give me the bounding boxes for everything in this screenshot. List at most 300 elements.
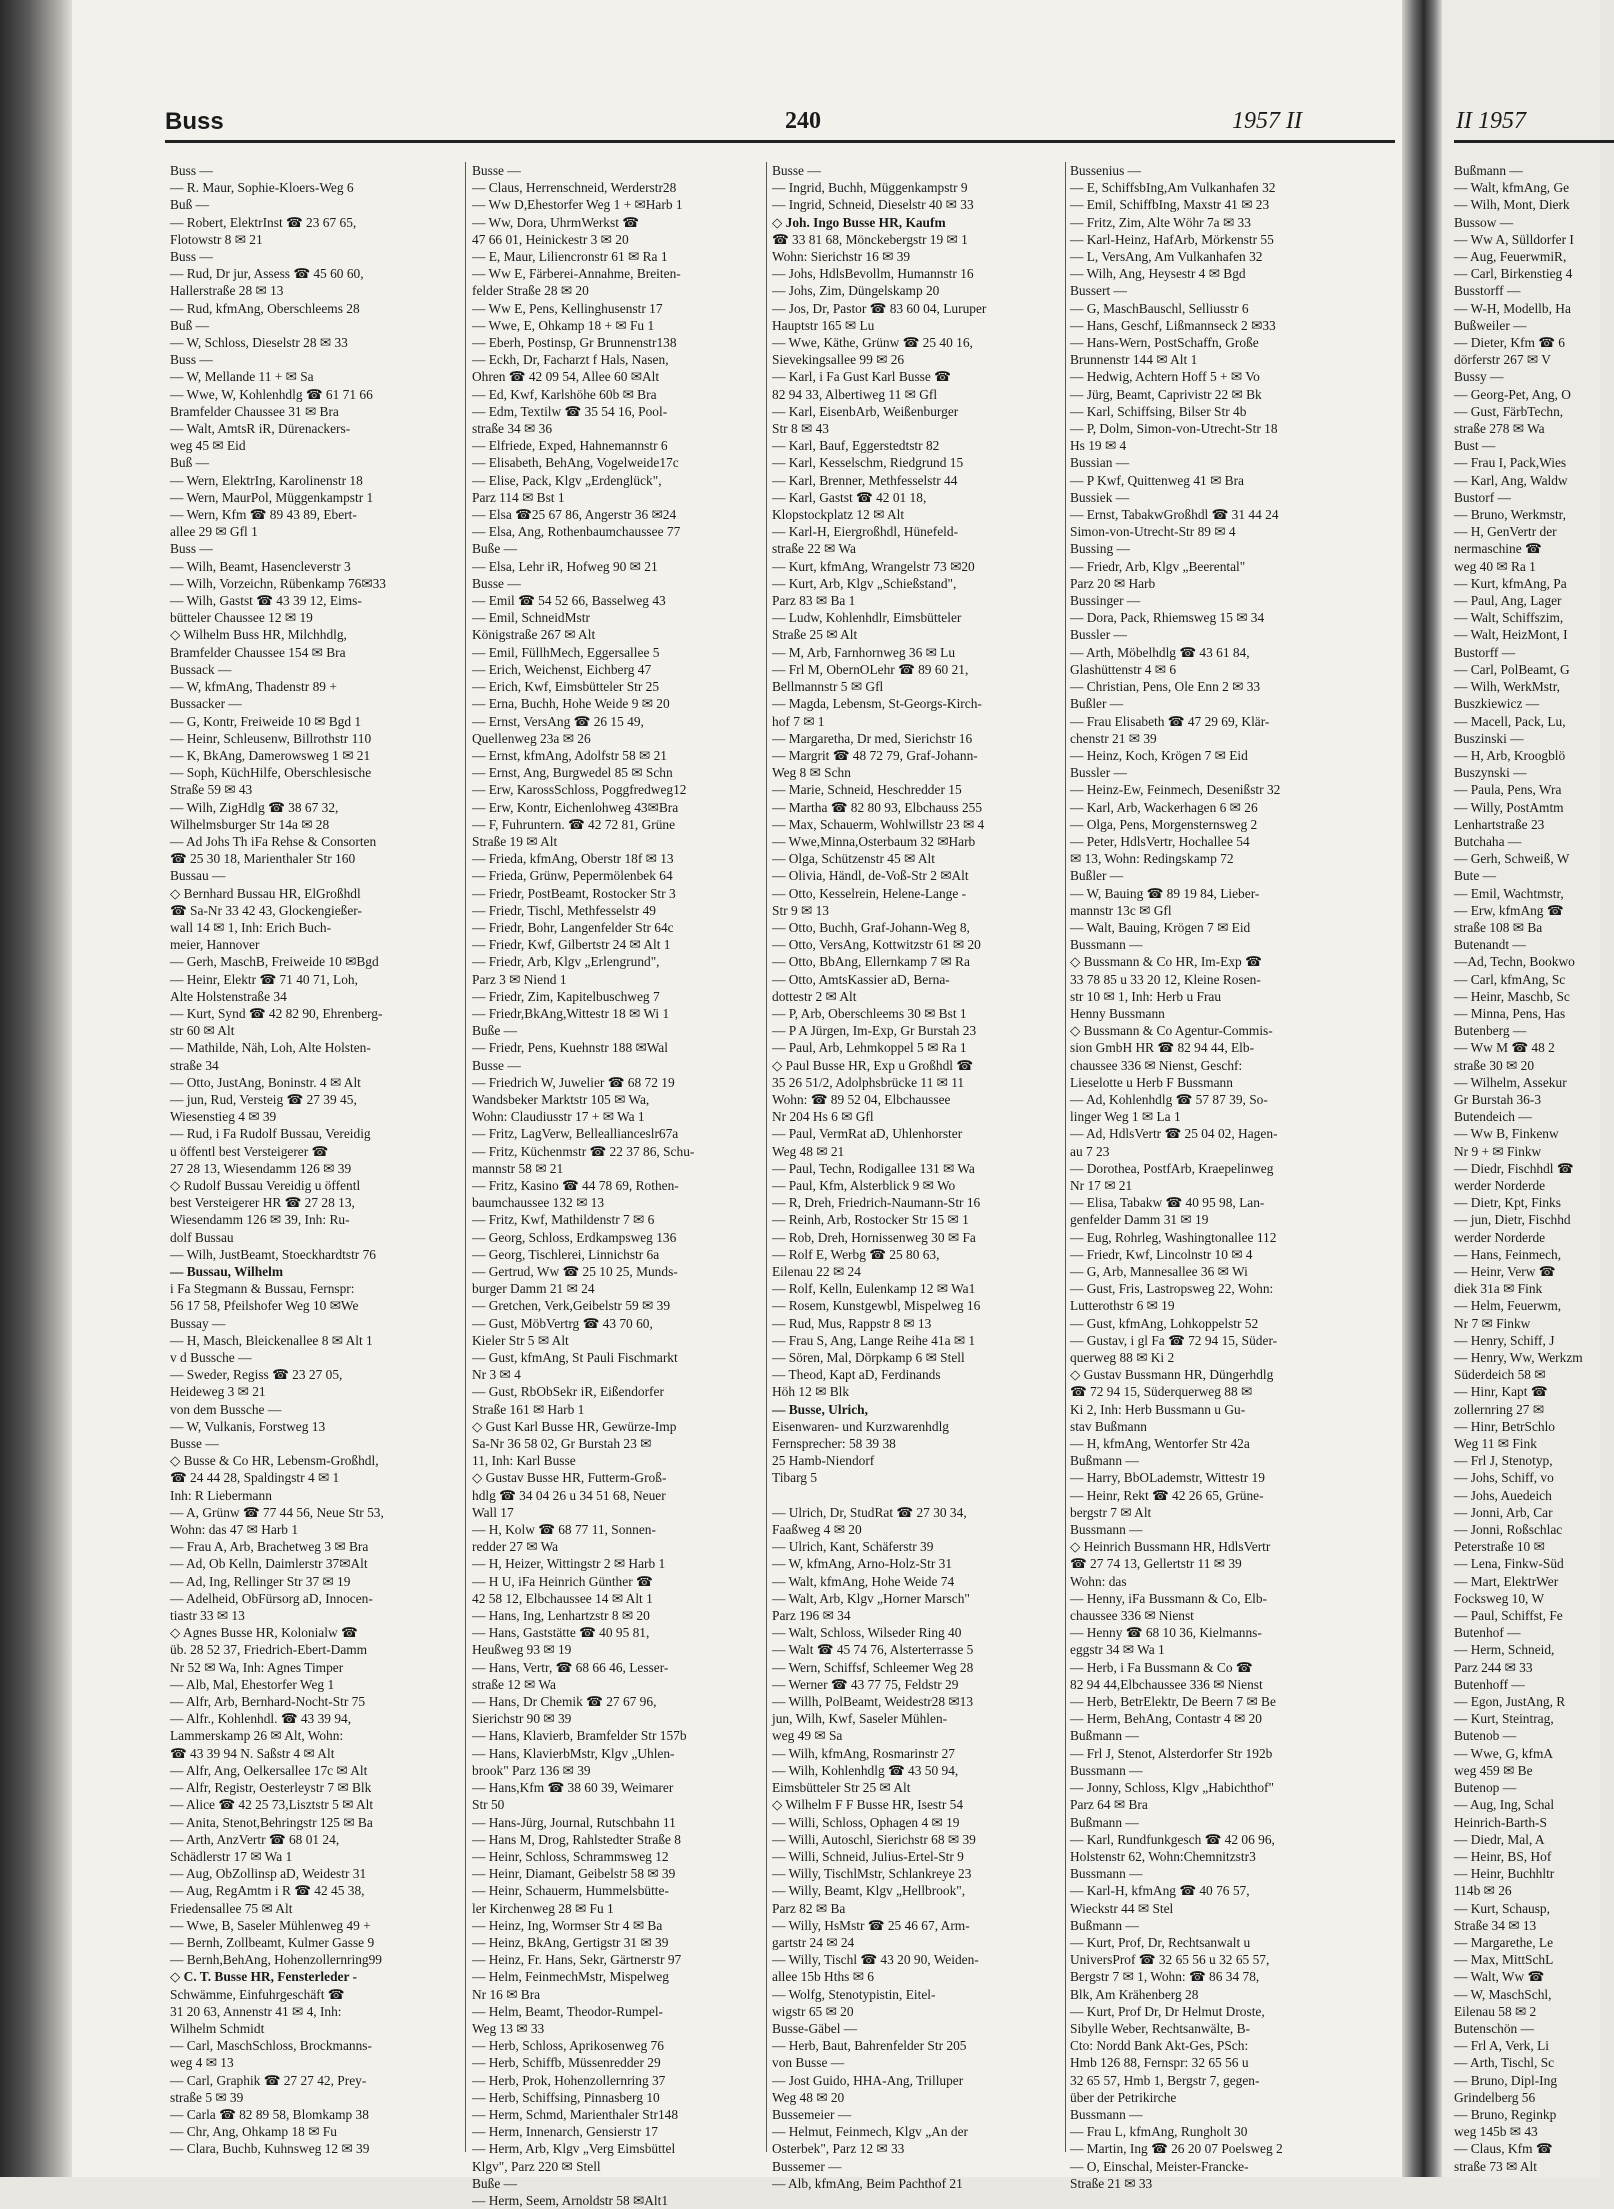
next-page-entry-line: — Minna, Pens, Has: [1454, 1005, 1566, 1021]
directory-entry-line: mannstr 58 ✉ 21: [472, 1160, 564, 1176]
directory-entry-line: Bussemer —: [772, 2158, 842, 2174]
directory-column-3: [772, 162, 1062, 2191]
directory-entry-line: — Willy, TischlMstr, Schlankreye 23: [772, 1866, 972, 1882]
directory-entry-line: Bussack —: [170, 661, 232, 677]
directory-entry-line: — Wilh, JustBeamt, Stoeckhardtstr 76: [170, 1246, 377, 1262]
next-page-entry-line: — Jonni, Roßschlac: [1454, 1522, 1563, 1538]
directory-entry-line: — Alb, kfmAng, Beim Pachthof 21: [772, 2175, 963, 2191]
directory-entry-line: — Karl, Rundfunkgesch ☎ 42 06 96,: [1070, 1831, 1275, 1847]
directory-entry-line: bütteler Chaussee 12 ✉ 19: [170, 610, 313, 626]
directory-entry-line: hof 7 ✉ 1: [772, 713, 825, 729]
directory-entry-line: — Eberh, Postinsp, Gr Brunnenstr138: [472, 335, 677, 351]
next-page-entry-line: Parz 244 ✉ 33: [1454, 1659, 1533, 1675]
directory-entry-line: — Walt, kfmAng, Hohe Weide 74: [772, 1573, 955, 1589]
directory-entry-line: — Walt, Schloss, Wilseder Ring 40: [772, 1625, 962, 1641]
directory-entry-line: — Erw, KarossSchloss, Poggfredweg12: [472, 782, 687, 798]
next-page-entry-line: Butenschön —: [1454, 2020, 1534, 2036]
directory-entry-line: 32 65 57, Hmb 1, Bergstr 7, gegen-: [1070, 2072, 1260, 2088]
next-page-entry-line: Butenhof —: [1454, 1625, 1521, 1641]
next-page-entry-line: — Paul, Ang, Lager: [1454, 593, 1562, 609]
directory-entry-line: — Heinz-Ew, Feinmech, Desenißstr 32: [1070, 782, 1281, 798]
directory-entry-line: Nr 17 ✉ 21: [1070, 1177, 1133, 1193]
directory-entry-line: — Ulrich, Dr, StudRat ☎ 27 30 34,: [772, 1504, 967, 1520]
directory-entry-line: 11, Inh: Karl Busse: [472, 1453, 576, 1469]
directory-entry-line: — Ernst, Ang, Burgwedel 85 ✉ Schn: [472, 765, 673, 781]
directory-entry-line: ☎ 43 39 94 N. Saßstr 4 ✉ Alt: [170, 1745, 335, 1761]
next-page-entry-line: weg 40 ✉ Ra 1: [1454, 558, 1536, 574]
book-gutter: [1402, 0, 1442, 2177]
directory-entry-line: ◇ C. T. Busse HR, Fensterleder -: [170, 1969, 357, 1985]
directory-entry-line: ◇ Bussmann & Co Agentur-Commis-: [1070, 1023, 1273, 1039]
directory-entry-line: Bussian —: [1070, 455, 1130, 471]
directory-entry-line: str 10 ✉ 1, Inh: Herb u Frau: [1070, 988, 1222, 1004]
directory-entry-line: straße 5 ✉ 39: [170, 2089, 244, 2105]
directory-entry-line: — Friedr, Kwf, Gilbertstr 24 ✉ Alt 1: [472, 937, 671, 953]
directory-entry-line: Parz 114 ✉ Bst 1: [472, 489, 565, 505]
directory-entry-line: Buß —: [170, 197, 210, 213]
directory-entry-line: ◇ Bussmann & Co HR, Im-Exp ☎: [1070, 954, 1262, 970]
directory-entry-line: — Alb, Mal, Ehestorfer Weg 1: [170, 1676, 335, 1692]
directory-entry-line: — Frau S, Ang, Lange Reihe 41a ✉ 1: [772, 1332, 976, 1348]
directory-entry-line: — Rud, Mus, Rappstr 8 ✉ 13: [772, 1315, 932, 1331]
directory-entry-line: — Ad Johs Th iFa Rehse & Consorten: [170, 833, 377, 849]
directory-entry-line: — Herb, Prok, Hohenzollernring 37: [472, 2072, 666, 2088]
directory-entry-line: — Friedr, PostBeamt, Rostocker Str 3: [472, 885, 676, 901]
directory-entry-line: — Herb, Schiffb, Müssenredder 29: [472, 2055, 661, 2071]
directory-entry-line: — Karl-Heinz, HafArb, Mörkenstr 55: [1070, 231, 1274, 247]
directory-entry-line: Busse —: [472, 163, 521, 178]
directory-entry-line: — Jos, Dr, Pastor ☎ 83 60 04, Luruper: [772, 300, 987, 316]
next-page-entry-line: — Ww B, Finkenw: [1454, 1126, 1559, 1142]
directory-entry-line: — Margrit ☎ 48 72 79, Graf-Johann-: [772, 747, 978, 763]
directory-entry-line: Sievekingsallee 99 ✉ 26: [772, 352, 905, 368]
next-page-entry-line: Peterstraße 10 ✉: [1454, 1539, 1545, 1555]
next-page-entry-line: — Macell, Pack, Lu,: [1454, 713, 1566, 729]
directory-entry-line: — Rolf, Kelln, Eulenkamp 12 ✉ Wa1: [772, 1281, 976, 1297]
directory-entry-line: — Friedr, Kwf, Lincolnstr 10 ✉ 4: [1070, 1246, 1253, 1262]
next-page-entry-line: Butendeich —: [1454, 1109, 1532, 1125]
directory-entry-line: — Clara, Buchb, Kuhnsweg 12 ✉ 39: [170, 2141, 370, 2157]
next-page-entry-line: weg 145b ✉ 43: [1454, 2124, 1538, 2140]
directory-entry-line: Blk, Am Krähenberg 28: [1070, 1986, 1199, 2002]
next-page-entry-line: — Heinr, Buchhltr: [1454, 1866, 1555, 1882]
directory-entry-line: — Ed, Kwf, Karlshöhe 60b ✉ Bra: [472, 386, 657, 402]
directory-entry-line: — Chr, Ang, Ohkamp 18 ✉ Fu: [170, 2124, 337, 2140]
directory-entry-line: — Fritz, Küchenmstr ☎ 22 37 86, Schu-: [472, 1143, 695, 1159]
next-page-entry-line: Focksweg 10, W: [1454, 1590, 1545, 1606]
next-page-entry-line: — Carl, PolBeamt, G: [1454, 661, 1570, 677]
directory-entry-line: Bussacker —: [170, 696, 242, 712]
directory-entry-line: Wiesendamm 126 ✉ 39, Inh: Ru-: [170, 1212, 350, 1228]
directory-entry-line: — Erw, Kontr, Eichenlohweg 43✉Bra: [472, 799, 679, 815]
directory-entry-line: Busse —: [170, 1436, 219, 1452]
directory-entry-line: — Ernst, TabakwGroßhdl ☎ 31 44 24: [1070, 507, 1279, 523]
next-page-entry-line: — Aug, FeuerwmiR,: [1454, 249, 1567, 265]
directory-entry-line: — Karl, Kesselschm, Riedgrund 15: [772, 455, 964, 471]
directory-entry-line: — Wilh, ZigHdlg ☎ 38 67 32,: [170, 799, 339, 815]
directory-entry-line: — Olivia, Händl, de-Voß-Str 2 ✉Alt: [772, 868, 969, 884]
directory-entry-line: dolf Bussau: [170, 1229, 234, 1245]
directory-entry-line: — Erich, Weichenst, Eichberg 47: [472, 661, 652, 677]
next-page-entry-line: Nr 7 ✉ Finkw: [1454, 1315, 1531, 1331]
directory-entry-line: — Ernst, VersAng ☎ 26 15 49,: [472, 713, 644, 729]
next-page-entry-line: — Wilh, WerkMstr,: [1454, 679, 1560, 695]
directory-entry-line: weg 4 ✉ 13: [170, 2055, 234, 2071]
directory-entry-line: Klgv", Parz 220 ✉ Stell: [472, 2158, 601, 2174]
next-page-entry-line: Grindelberg 56: [1454, 2089, 1536, 2105]
directory-entry-line: Wilhelm Schmidt: [170, 2020, 265, 2036]
directory-entry-line: — Wilh, Beamt, Hasencleverstr 3: [170, 558, 351, 574]
directory-entry-line: sion GmbH HR ☎ 82 94 44, Elb-: [1070, 1040, 1255, 1056]
next-page-entry-line: — Diedr, Mal, A: [1454, 1831, 1545, 1847]
directory-entry-line: — Willi, Schloss, Ophagen 4 ✉ 19: [772, 1814, 960, 1830]
directory-entry-line: — Margaretha, Dr med, Sierichstr 16: [772, 730, 973, 746]
next-page-entry-line: Butchaha —: [1454, 833, 1522, 849]
directory-entry-line: Königstraße 267 ✉ Alt: [472, 627, 596, 643]
directory-entry-line: — Gust, MöbVertrg ☎ 43 70 60,: [472, 1315, 653, 1331]
directory-entry-line: Eisenwaren- und Kurzwarenhdlg: [772, 1418, 949, 1434]
next-page-entry-line: Straße 34 ✉ 13: [1454, 1917, 1537, 1933]
directory-entry-line: u öffentl best Versteigerer ☎: [170, 1143, 329, 1159]
directory-entry-line: — Helmut, Feinmech, Klgv „An der: [772, 2124, 968, 2140]
directory-entry-line: — Heinr, Schauerm, Hummelsbütte-: [472, 1883, 669, 1899]
next-page-entry-line: — Hans, Feinmech,: [1454, 1246, 1562, 1262]
directory-column-2: [472, 162, 762, 2208]
directory-entry-line: — Olga, Schützenstr 45 ✉ Alt: [772, 851, 935, 867]
directory-entry-line: 82 94 33, Albertiweg 11 ✉ Gfl: [772, 386, 938, 402]
directory-entry-line: genfelder Damm 31 ✉ 19: [1070, 1212, 1209, 1228]
directory-entry-line: Weg 13 ✉ 33: [472, 2020, 545, 2036]
next-page-entry-line: — Walt, kfmAng, Ge: [1454, 180, 1570, 196]
directory-entry-line: — Ingrid, Buchh, Müggenkampstr 9: [772, 180, 968, 196]
directory-entry-line: Bussler —: [1070, 765, 1127, 781]
directory-entry-line: — Rud, kfmAng, Oberschleems 28: [170, 300, 360, 316]
directory-entry-line: Straße 59 ✉ 43: [170, 782, 253, 798]
directory-entry-line: [772, 1487, 1062, 1504]
directory-entry-line: — Frau Elisabeth ☎ 47 29 69, Klär-: [1070, 713, 1270, 729]
directory-entry-line: — A, Grünw ☎ 77 44 56, Neue Str 53,: [170, 1504, 384, 1520]
directory-entry-line: — Elfriede, Exped, Hahnemannstr 6: [472, 438, 668, 454]
next-page-entry-line: Bußmann —: [1454, 163, 1523, 178]
directory-column-1: [170, 162, 460, 2157]
directory-entry-line: Bussing —: [1070, 541, 1130, 557]
directory-entry-line: — Henny ☎ 68 10 36, Kielmanns-: [1070, 1625, 1262, 1641]
directory-entry-line: ✉ 13, Wohn: Redingskamp 72: [1070, 851, 1234, 867]
next-page-entry-line: — Egon, JustAng, R: [1454, 1694, 1566, 1710]
directory-entry-line: Str 8 ✉ 43: [772, 421, 829, 437]
next-page-entry-line: — Karl, Ang, Waldw: [1454, 472, 1568, 488]
directory-entry-line: — Gust, kfmAng, Lohkoppelstr 52: [1070, 1315, 1259, 1331]
directory-entry-line: — Hans, KlavierbMstr, Klgv „Uhlen-: [472, 1745, 675, 1761]
directory-entry-line: — Busse, Ulrich,: [772, 1401, 868, 1417]
directory-entry-line: — Willi, Schneid, Julius-Ertel-Str 9: [772, 1848, 964, 1864]
directory-entry-line: — Alfr., Kohlenhdl. ☎ 43 39 94,: [170, 1711, 352, 1727]
directory-entry-line: — Frau L, kfmAng, Rungholt 30: [1070, 2124, 1248, 2140]
directory-entry-line: — W, Bauing ☎ 89 19 84, Lieber-: [1070, 885, 1260, 901]
directory-entry-line: ◇ Heinrich Bussmann HR, HdlsVertr: [1070, 1539, 1271, 1555]
directory-entry-line: — Hans, Gaststätte ☎ 40 95 81,: [472, 1625, 650, 1641]
next-page-entry-line: — jun, Dietr, Fischhd: [1454, 1212, 1571, 1228]
directory-entry-line: — E, SchiffsbIng,Am Vulkanhafen 32: [1070, 180, 1276, 196]
directory-entry-line: — Adelheid, ObFürsorg aD, Innocen-: [170, 1590, 373, 1606]
next-page-entry-line: — Carl, Birkenstieg 4: [1454, 266, 1573, 282]
directory-entry-line: — Ernst, kfmAng, Adolfstr 58 ✉ 21: [472, 747, 667, 763]
directory-entry-line: ☎ Sa-Nr 33 42 43, Glockengießer-: [170, 902, 362, 918]
directory-entry-line: Bussler —: [1070, 627, 1127, 643]
directory-entry-line: Bussay —: [170, 1315, 226, 1331]
directory-entry-line: — Christian, Pens, Ole Enn 2 ✉ 33: [1070, 679, 1261, 695]
directory-entry-line: — Willy, Beamt, Klgv „Hellbrook",: [772, 1883, 966, 1899]
directory-entry-line: — Martha ☎ 82 80 93, Elbchauss 255: [772, 799, 983, 815]
directory-entry-line: — Hans, Geschf, Lißmannseck 2 ✉33: [1070, 317, 1276, 333]
directory-entry-line: — Hans, Klavierb, Bramfelder Str 157b: [472, 1728, 687, 1744]
directory-entry-line: Weg 48 ✉ 20: [772, 2089, 845, 2105]
directory-entry-line: — Fritz, LagVerw, Belleallianceslr67a: [472, 1126, 679, 1142]
directory-entry-line: — W, kfmAng, Arno-Holz-Str 31: [772, 1556, 953, 1572]
directory-entry-line: — Sweder, Regiss ☎ 23 27 05,: [170, 1367, 343, 1383]
directory-entry-line: — K, BkAng, Damerowsweg 1 ✉ 21: [170, 747, 371, 763]
next-page-entry-line: — Kurt, Steintrag,: [1454, 1711, 1554, 1727]
directory-entry-line: Wohn: ☎ 89 52 04, Elbchaussee: [772, 1091, 951, 1107]
directory-entry-line: Wohn: Sierichstr 16 ✉ 39: [772, 249, 911, 265]
directory-entry-line: chaussee 336 ✉ Nienst: [1070, 1608, 1194, 1624]
directory-entry-line: Kieler Str 5 ✉ Alt: [472, 1332, 569, 1348]
directory-entry-line: Faaßweg 4 ✉ 20: [772, 1522, 862, 1538]
directory-entry-line: — E, Maur, Liliencronstr 61 ✉ Ra 1: [472, 249, 668, 265]
directory-entry-line: über der Petrikirche: [1070, 2089, 1177, 2105]
directory-entry-line: Holstenstr 62, Wohn:Chemnitzstr3: [1070, 1848, 1256, 1864]
directory-entry-line: — Paul, VermRat aD, Uhlenhorster: [772, 1126, 963, 1142]
directory-entry-line: — Georg, Schloss, Erdkampsweg 136: [472, 1229, 677, 1245]
next-page-entry-line: — Gerh, Schweiß, W: [1454, 851, 1570, 867]
directory-entry-line: Bussiek —: [1070, 489, 1130, 505]
directory-entry-line: ◇ Bernhard Bussau HR, ElGroßhdl: [170, 885, 361, 901]
page-edge-shadow: [0, 0, 72, 2177]
directory-entry-line: — Willi, Autoschl, Sierichstr 68 ✉ 39: [772, 1831, 976, 1847]
next-page-entry-line: — Henry, Schiff, J: [1454, 1332, 1555, 1348]
directory-entry-line: — Erna, Buchh, Hohe Weide 9 ✉ 20: [472, 696, 670, 712]
directory-entry-line: au 7 23: [1070, 1143, 1110, 1159]
next-page-entry-line: Lenhartstraße 23: [1454, 816, 1545, 832]
column-divider: [1065, 162, 1066, 2152]
next-page-entry-line: — Georg-Pet, Ang, O: [1454, 386, 1571, 402]
directory-entry-line: Bußler —: [1070, 696, 1124, 712]
header-rule: [165, 140, 1395, 143]
directory-entry-line: Bußmann —: [1070, 1917, 1139, 1933]
directory-entry-line: linger Weg 1 ✉ La 1: [1070, 1109, 1181, 1125]
directory-entry-line: — Karl, Gastst ☎ 42 01 18,: [772, 489, 927, 505]
directory-entry-line: bergstr 7 ✉ Alt: [1070, 1504, 1152, 1520]
directory-entry-line: — M, Arb, Farnhornweg 36 ✉ Lu: [772, 644, 956, 660]
directory-entry-line: Nr 16 ✉ Bra: [472, 1986, 541, 2002]
directory-entry-line: 31 20 63, Annenstr 41 ✉ 4, Inh:: [170, 2003, 342, 2019]
directory-entry-line: — Wwe, B, Saseler Mühlenweg 49 +: [170, 1917, 371, 1933]
next-page-entry-line: — Arth, Tischl, Sc: [1454, 2055, 1555, 2071]
directory-entry-line: — Alfr, Ang, Oelkersallee 17c ✉ Alt: [170, 1762, 368, 1778]
next-page-entry-line: Bustorff —: [1454, 644, 1516, 660]
directory-entry-line: — R. Maur, Sophie-Kloers-Weg 6: [170, 180, 354, 196]
directory-entry-line: Bergstr 7 ✉ 1, Wohn: ☎ 86 34 78,: [1070, 1969, 1260, 1985]
directory-entry-line: Wilhelmsburger Str 14a ✉ 28: [170, 816, 330, 832]
next-page-entry-line: — Dieter, Kfm ☎ 6: [1454, 335, 1565, 351]
next-page-header: II 1957: [1456, 108, 1526, 134]
directory-entry-line: v d Bussche —: [170, 1350, 252, 1366]
next-page-entry-line: Weg 11 ✉ Fink: [1454, 1436, 1537, 1452]
directory-entry-line: — Fritz, Kwf, Mathildenstr 7 ✉ 6: [472, 1212, 655, 1228]
directory-entry-line: Wohn: das: [1070, 1573, 1127, 1589]
directory-entry-line: Schwämme, Einfuhrgeschäft ☎: [170, 1986, 345, 2002]
next-page-entry-line: — Frl J, Stenotyp,: [1454, 1453, 1553, 1469]
directory-entry-line: ◇ Wilhelm Buss HR, Milchhdlg,: [170, 627, 347, 643]
next-page-entry-line: — H, Arb, Kroogblö: [1454, 747, 1566, 763]
directory-entry-line: Buße —: [472, 1023, 518, 1039]
directory-entry-line: ☎ 33 81 68, Mönckebergstr 19 ✉ 1: [772, 231, 968, 247]
directory-entry-line: — P Kwf, Quittenweg 41 ✉ Bra: [1070, 472, 1244, 488]
directory-entry-line: ◇ Gust Karl Busse HR, Gewürze-Imp: [472, 1418, 677, 1434]
directory-entry-line: — G, Arb, Mannesallee 36 ✉ Wi: [1070, 1264, 1248, 1279]
directory-entry-line: Bussenius —: [1070, 163, 1142, 178]
directory-entry-line: Alte Holstenstraße 34: [170, 988, 287, 1004]
directory-entry-line: — Walt, AmtsR iR, Dürenackers-: [170, 421, 351, 437]
directory-entry-line: Bußmann —: [1070, 1814, 1139, 1830]
directory-entry-line: 25 Hamb-Niendorf: [772, 1453, 875, 1469]
directory-entry-line: — Emil, SchiffbIng, Maxstr 41 ✉ 23: [1070, 197, 1270, 213]
next-page-entry-line: — Lena, Finkw-Süd: [1454, 1556, 1564, 1572]
directory-entry-line: Henny Bussmann: [1070, 1005, 1165, 1021]
directory-entry-line: — Ww D,Ehestorfer Weg 1 + ✉Harb 1: [472, 197, 683, 213]
directory-entry-line: — Jürg, Beamt, Caprivistr 22 ✉ Bk: [1070, 386, 1262, 402]
directory-entry-line: — Carl, Graphik ☎ 27 27 42, Prey-: [170, 2072, 367, 2088]
directory-entry-line: brook" Parz 136 ✉ 39: [472, 1762, 591, 1778]
directory-entry-line: — Friedr, Tischl, Methfesselstr 49: [472, 902, 656, 918]
directory-entry-line: — Karl, i Fa Gust Karl Busse ☎: [772, 369, 951, 385]
directory-entry-line: wall 14 ✉ 1, Inh: Erich Buch-: [170, 919, 332, 935]
next-page-entry-line: — Jonni, Arb, Car: [1454, 1504, 1553, 1520]
directory-entry-line: — Frau A, Arb, Brachetweg 3 ✉ Bra: [170, 1539, 369, 1555]
directory-entry-line: — Heinr, Rekt ☎ 42 26 65, Grüne-: [1070, 1487, 1264, 1503]
directory-entry-line: ◇ Joh. Ingo Busse HR, Kaufm: [772, 214, 946, 230]
directory-entry-line: baumchaussee 132 ✉ 13: [472, 1195, 605, 1211]
directory-entry-line: — Paul, Techn, Rodigallee 131 ✉ Wa: [772, 1160, 975, 1176]
directory-entry-line: — Soph, KüchHilfe, Oberschlesische: [170, 765, 372, 781]
directory-entry-line: — Henny, iFa Bussmann & Co, Elb-: [1070, 1590, 1268, 1606]
next-page-entry-line: — Walt, Schiffszim,: [1454, 610, 1564, 626]
directory-entry-line: — Heinr, Schloss, Schrammsweg 12: [472, 1848, 669, 1864]
directory-entry-line: — Wern, ElektrIng, Karolinenstr 18: [170, 472, 363, 488]
next-page-entry-line: Butenandt —: [1454, 937, 1526, 953]
directory-entry-line: straße 12 ✉ Wa: [472, 1676, 556, 1692]
directory-entry-line: — W, Mellande 11 + ✉ Sa: [170, 369, 314, 385]
directory-entry-line: Buss —: [170, 163, 213, 178]
directory-entry-line: — Friedr, Arb, Klgv „Beerental": [1070, 558, 1246, 574]
next-page-entry-line: — Kurt, Schausp,: [1454, 1900, 1550, 1916]
next-page-entry-line: — Dietr, Kpt, Finks: [1454, 1195, 1561, 1211]
directory-entry-line: Straße 161 ✉ Harb 1: [472, 1401, 585, 1417]
directory-entry-line: — Friedr, Bohr, Langenfelder Str 64c: [472, 919, 674, 935]
directory-entry-line: Nr 204 Hs 6 ✉ Gfl: [772, 1109, 874, 1125]
next-page-entry-line: Buszkiewicz —: [1454, 696, 1540, 712]
directory-entry-line: — P, Arb, Oberschleems 30 ✉ Bst 1: [772, 1005, 967, 1021]
directory-entry-line: — Herb, Schloss, Aprikosenweg 76: [472, 2038, 664, 2054]
directory-entry-line: — Elisa, Tabakw ☎ 40 95 98, Lan-: [1070, 1195, 1265, 1211]
directory-entry-line: — Emil ☎ 54 52 66, Basselweg 43: [472, 593, 666, 609]
next-page-entry-line: — Hinr, BetrSchlo: [1454, 1418, 1555, 1434]
directory-entry-line: — Herb, BetrElektr, De Beern 7 ✉ Be: [1070, 1694, 1276, 1710]
directory-entry-line: — Frieda, Grünw, Pepermölenbek 64: [472, 868, 673, 884]
directory-entry-line: Sierichstr 90 ✉ 39: [472, 1711, 572, 1727]
next-page-entry-line: — Aug, Ing, Schal: [1454, 1797, 1555, 1813]
next-page-entry-line: Butenop —: [1454, 1780, 1517, 1796]
directory-entry-line: — Otto, AmtsKassier aD, Berna-: [772, 971, 950, 987]
directory-entry-line: — Wern, Kfm ☎ 89 43 89, Ebert-: [170, 507, 357, 523]
directory-entry-line: 56 17 58, Pfeilshofer Weg 10 ✉We: [170, 1298, 359, 1314]
directory-entry-line: — Hans, Vertr, ☎ 68 66 46, Lesser-: [472, 1659, 669, 1675]
directory-entry-line: i Fa Stegmann & Bussau, Fernspr:: [170, 1281, 355, 1297]
next-page-entry-line: — Wwe, G, kfmA: [1454, 1745, 1554, 1761]
directory-entry-line: — Peter, HdlsVertr, Hochallee 54: [1070, 833, 1250, 849]
directory-entry-line: — Wwe, Käthe, Grünw ☎ 25 40 16,: [772, 335, 973, 351]
next-page-entry-line: straße 73 ✉ Alt: [1454, 2158, 1537, 2174]
next-page-entry-line: Bußweiler —: [1454, 317, 1527, 333]
directory-entry-line: — Heinr, Schleusenw, Billrothstr 110: [170, 730, 372, 746]
directory-entry-line: felder Straße 28 ✉ 20: [472, 283, 589, 299]
directory-entry-line: Buss —: [170, 249, 213, 265]
directory-entry-line: — Fritz, Kasino ☎ 44 78 69, Rothen-: [472, 1177, 679, 1193]
directory-entry-line: — Heinr, Diamant, Geibelstr 58 ✉ 39: [472, 1866, 676, 1882]
directory-entry-line: — Wwe,Minna,Osterbaum 32 ✉Harb: [772, 833, 976, 849]
directory-entry-line: Lieselotte u Herb F Bussmann: [1070, 1074, 1233, 1090]
next-page-partial: [1442, 0, 1600, 2177]
running-header-year: 1957 II: [1232, 108, 1302, 134]
next-page-entry-line: — Ww A, Sülldorfer I: [1454, 231, 1574, 247]
directory-entry-line: — Otto, JustAng, Boninstr. 4 ✉ Alt: [170, 1074, 361, 1090]
directory-entry-line: chaussee 336 ✉ Nienst, Geschf:: [1070, 1057, 1243, 1073]
directory-entry-line: Hmb 126 88, Fernspr: 32 65 56 u: [1070, 2055, 1249, 2071]
directory-entry-line: — jun, Rud, Versteig ☎ 27 39 45,: [170, 1091, 357, 1107]
directory-entry-line: — Johs, HdlsBevollm, Humannstr 16: [772, 266, 974, 282]
directory-entry-line: ◇ Gustav Busse HR, Futterm-Groß-: [472, 1470, 667, 1486]
directory-entry-line: — Otto, Kesselrein, Helene-Lange -: [772, 885, 967, 901]
next-page-entry-line: — W, MaschSchl,: [1454, 1986, 1552, 2002]
directory-entry-line: — Werner ☎ 43 77 75, Feldstr 29: [772, 1676, 959, 1692]
directory-entry-line: — Carla ☎ 82 89 58, Blomkamp 38: [170, 2106, 369, 2122]
directory-entry-line: — Hans, Dr Chemik ☎ 27 67 96,: [472, 1694, 657, 1710]
directory-entry-line: meier, Hannover: [170, 937, 260, 953]
directory-entry-line: eggstr 34 ✉ Wa 1: [1070, 1642, 1165, 1658]
next-page-entry-line: Bust —: [1454, 438, 1496, 454]
directory-entry-line: — Kurt, Synd ☎ 42 82 90, Ehrenberg-: [170, 1005, 383, 1021]
directory-entry-line: — Theod, Kapt aD, Ferdinands: [772, 1367, 941, 1383]
directory-entry-line: weg 49 ✉ Sa: [772, 1728, 843, 1744]
directory-entry-line: — Gust, kfmAng, St Pauli Fischmarkt: [472, 1350, 678, 1366]
directory-entry-line: — Reinh, Arb, Rostocker Str 15 ✉ 1: [772, 1212, 969, 1228]
directory-entry-line: straße 22 ✉ Wa: [772, 541, 856, 557]
directory-entry-line: — Emil, FüllhMech, Eggersallee 5: [472, 644, 660, 660]
next-page-entry-line: — Frau I, Pack,Wies: [1454, 455, 1567, 471]
directory-entry-line: Inh: R Liebermann: [170, 1487, 272, 1503]
directory-entry-line: ☎ 27 74 13, Gellertstr 11 ✉ 39: [1070, 1556, 1242, 1572]
next-page-entry-line: — Claus, Kfm ☎: [1454, 2141, 1553, 2157]
directory-entry-line: Simon-von-Utrecht-Str 89 ✉ 4: [1070, 524, 1236, 540]
directory-entry-line: — Friedrich W, Juwelier ☎ 68 72 19: [472, 1074, 675, 1090]
directory-entry-line: — Arth, AnzVertr ☎ 68 01 24,: [170, 1831, 340, 1847]
directory-entry-line: — Gretchen, Verk,Geibelstr 59 ✉ 39: [472, 1298, 671, 1314]
directory-entry-line: — Elsa, Ang, Rothenbaumchaussee 77: [472, 524, 681, 540]
directory-entry-line: weg 45 ✉ Eid: [170, 438, 246, 454]
directory-entry-line: — O, Einschal, Meister-Francke-: [1070, 2158, 1249, 2174]
directory-entry-line: Brunnenstr 144 ✉ Alt 1: [1070, 352, 1198, 368]
directory-entry-line: — Rud, i Fa Rudolf Bussau, Vereidig: [170, 1126, 371, 1142]
